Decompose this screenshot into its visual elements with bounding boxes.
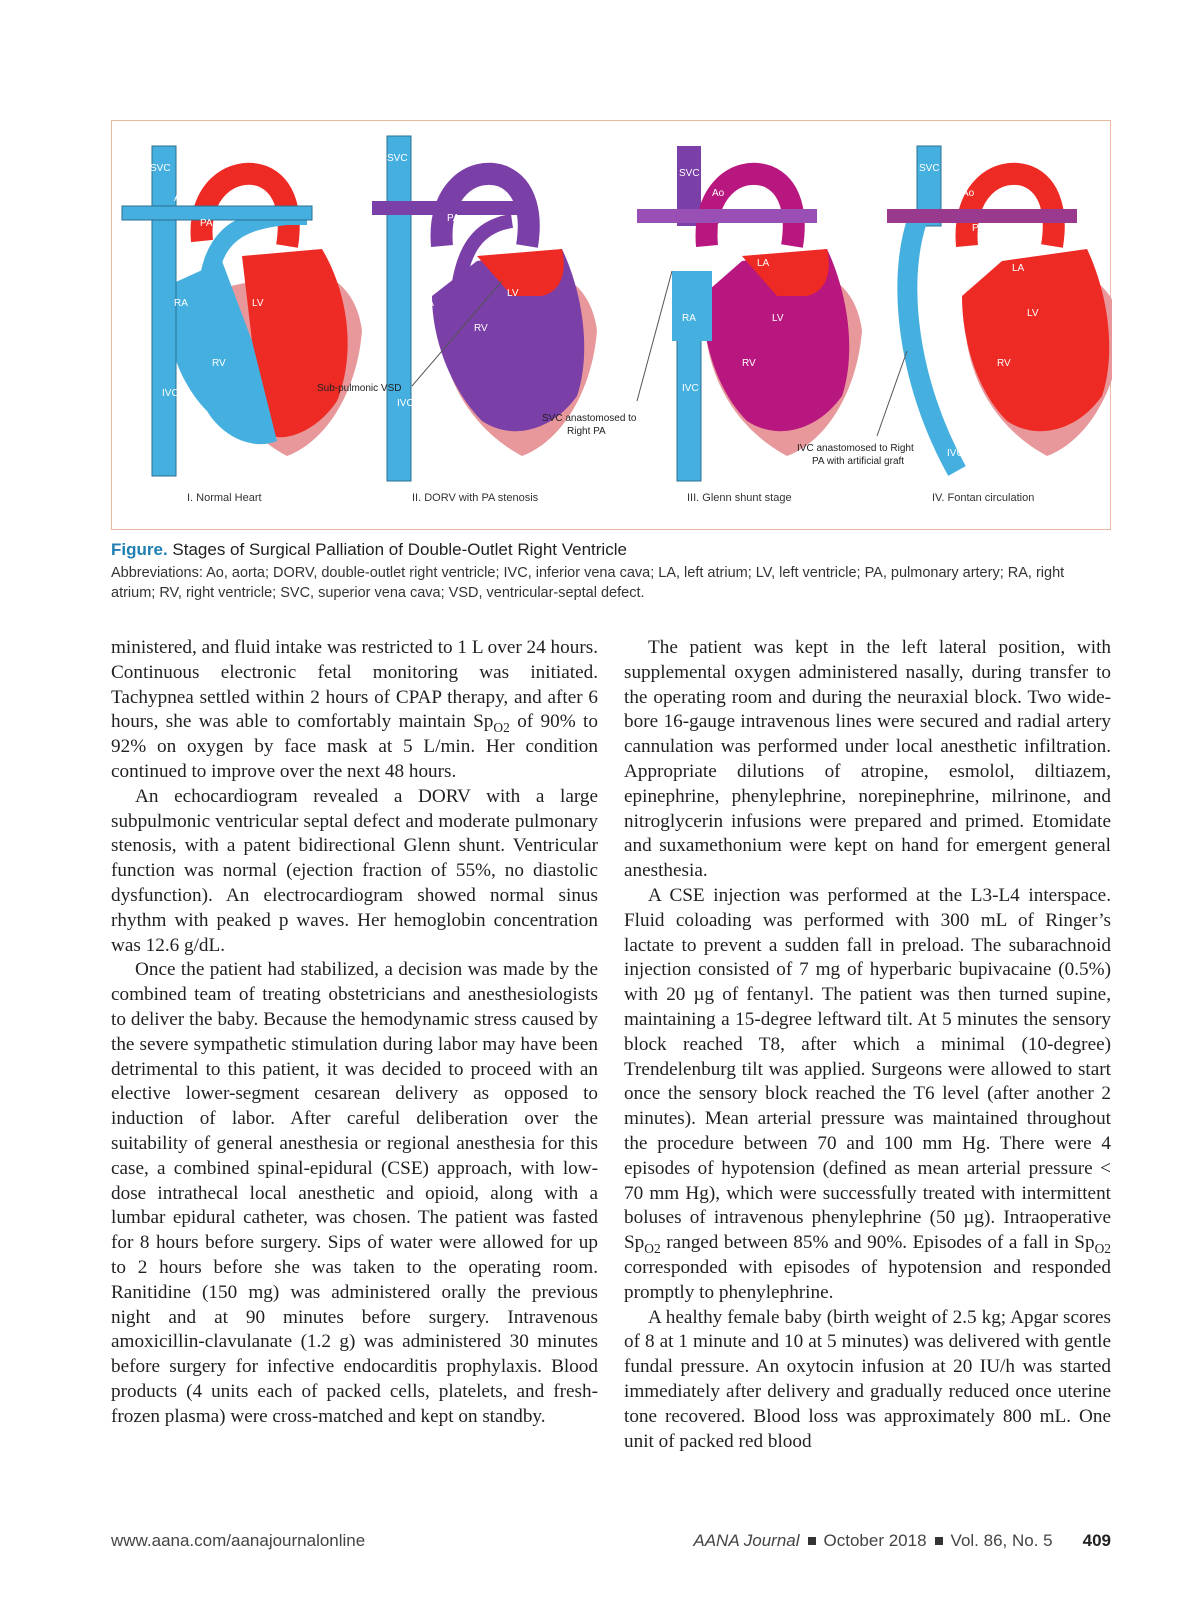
label-lv: LV [252,298,264,309]
label-pa: PA [972,223,985,234]
heart-diagrams [112,121,1112,531]
body-column-left [111,636,598,1430]
journal-name: AANA Journal [693,1531,800,1550]
label-pa: PA [447,213,460,224]
label-ivc: IVC [947,448,964,459]
label-ao: Ao [712,188,725,199]
glenn-pointer [637,271,672,401]
body-column-right [624,636,1111,1454]
paragraph: Once the patient had stabilized, a decision was made by the combined team of treating obstetricians and anesthesiologists to deliver the baby. Because the hemodynamic stress caused by the severe sympathetic stimulation during labor may have been detrimental to this patient, it was decided to proceed with an elective lower-segment cesarean delivery as opposed to induction of labor. After careful deliberation over the suitability of general anesthesia or regional anesthesia for this case, a combined spinal-epidural (CSE) approach, with low-dose intrathecal local anesthetic and opioid, along with a lumbar epidural catheter, was chosen. The patient was fasted for 8 hours before surgery. Sips of water were allowed for up to 2 hours before she was taken to the operating room. Ranitidine (150 mg) was administered orally the previous night and at 90 minutes before surgery. Intravenous amoxicillin-clavulanate (1.2 g) was administered 30 minutes before surgery for infective endocarditis prophylaxis. Blood products (4 units each of packed cells, platelets, and fresh-frozen plasma) were cross-matched and kept on standby. [111,959,598,1427]
caption-abbreviations: Abbreviations: Ao, aorta; DORV, double-outlet right ventricle; IVC, inferior vena cava; LA, left atrium; LV, left ventricle; PA, pulmonary artery; RA, right atrium; RV, right ventricle; SVC, superior vena cava; VSD, ventricular-septal defect. [111,565,1065,601]
label-rv: RV [212,358,226,369]
text-run: corresponded with episodes of hypotension and responded promptly to phenylephrine. [624,1256,1111,1303]
page-number: 409 [1082,1531,1111,1550]
label-lv: LV [772,313,784,324]
annotation-fontan-1: IVC anastomosed to Right [797,443,914,454]
label-lv: LV [1027,308,1039,319]
panel-title: II. DORV with PA stenosis [412,492,539,504]
separator-square-icon [808,1537,816,1545]
label-svc: SVC [387,153,408,164]
label-ra: RA [174,298,188,309]
fontan-graft [907,221,957,471]
panel-title: I. Normal Heart [187,492,262,504]
subscript: O2 [644,1240,661,1256]
paragraph: The patient was kept in the left lateral position, with supplemental oxygen administered nasally, during transfer to the operating room and during the neuraxial block. Two wide-bore 16-gauge intravenous lines were secured and radial artery cannulation was performed under local anesthetic infiltration. Appropriate dilutions of atropine, esmolol, diltiazem, epinephrine, phenylephrine, norepinephrine, milrinone, and nitroglycerin infusions were prepared and primed. Etomidate and suxamethonium were kept on hand for emergent general anesthesia. [624,637,1111,882]
figure-panel [111,120,1111,530]
paragraph: An echocardiogram revealed a DORV with a large subpulmonic ventricular septal defect and moderate pulmonary stenosis, with a patent bidirectional Glenn shunt. Ventricular function was normal (ejection fraction of 55%, no diastolic dysfunction). An electrocardiogram showed normal sinus rhythm with peaked p waves. Her hemoglobin concentration was 12.6 g/dL. [111,785,598,956]
pa-branches [122,206,312,220]
journal-info [693,1531,1111,1551]
panel-normal-heart [122,146,362,504]
text-run: A CSE injection was performed at the L3-L4 interspace. Fluid coloading was performed with 300 mL of Ringer’s lactate to prevent a sudden fall in preload. The subarachnoid injection consisted of 7 mg of hyperbaric bupivacaine (0.5%) with 20 µg of fentanyl. The patient was then turned supine, maintaining a 15-degree leftward tilt. At 5 minutes the sensory block reached T8, after which a minimal (10-degree) Trendelenburg tilt was applied. Surgeons were allowed to start once the sensory block reached the T6 level (after another 2 minutes). Mean arterial pressure was maintained throughout the procedure between 70 and 100 mm Hg. There were 4 episodes of hypotension (defined as mean arterial pressure < 70 mm Hg), which were successfully treated with intermittent boluses of intravenous phenylephrine (50 µg). Intraoperative Sp [624,884,1111,1254]
label-la: LA [490,243,503,254]
journal-url-link[interactable]: www.aana.com/aanajournalonline [111,1531,366,1550]
text-run: of 90% to 92% on oxygen by face mask at 5 L/min. Her condition continued to improve over the next 48 hours. [111,711,598,782]
issue-date: October 2018 [823,1531,927,1550]
label-lv: LV [507,288,519,299]
annotation-glenn-2: Right PA [567,426,606,437]
paragraph [624,884,1111,1306]
paragraph: A healthy female baby (birth weight of 2.5 kg; Apgar scores of 8 at 1 minute and 10 at 5 minutes) was delivered with gentle fundal pressure. An oxytocin infusion at 20 IU/h was started immediately after delivery and gradually reduced once uterine tone recovered. Blood loss was approximately 800 mL. One unit of packed red blood [624,1306,1111,1452]
pa-branches [887,209,1077,223]
label-la: LA [1012,263,1025,274]
label-pa: PA [717,223,730,234]
paragraph [111,636,598,785]
separator-square-icon [935,1537,943,1545]
label-rv: RV [742,358,756,369]
label-la: LA [232,248,245,259]
label-la: LA [757,258,770,269]
text-run: ranged between 85% and 90%. Episodes of a fall in Sp [660,1232,1095,1254]
label-svc: SVC [679,168,700,179]
panel-title: IV. Fontan circulation [932,492,1035,504]
mixed-ventricle-shape [962,249,1109,431]
label-ao: Ao [962,188,975,199]
fontan-pointer [877,351,907,436]
label-ra: RA [932,313,946,324]
caption-label: Figure. [111,540,168,559]
label-ra: RA [682,313,696,324]
pa-branches [637,209,817,223]
label-ao: Ao [174,193,187,204]
text-run: ministered, and fluid intake was restricted to 1 L over 24 hours. Continuous electronic fetal monitoring was initiated. Tachypnea settled within 2 hours of CPAP therapy, and after 6 hours, she was able to comfortably maintain Sp [111,637,598,733]
subscript: O2 [1094,1240,1111,1256]
annotation-glenn-1: SVC anastomosed to [542,413,637,424]
vena-cava [387,136,411,481]
panel-title: III. Glenn shunt stage [687,492,792,504]
annotation-fontan-2: PA with artificial graft [812,456,905,467]
vena-cava-ivc [677,321,701,481]
label-ra: RA [420,298,434,309]
caption-title-line [111,539,1111,561]
right-atrium [672,271,712,341]
label-ivc: IVC [397,398,414,409]
label-ivc: IVC [162,388,179,399]
page-footer [111,1531,1111,1555]
caption-title: Stages of Surgical Palliation of Double-Outlet Right Ventricle [172,540,627,559]
label-ao: Ao [424,193,437,204]
label-pa: PA [200,218,213,229]
vena-cava [152,146,176,476]
subscript: O2 [493,720,510,736]
label-svc: SVC [150,163,171,174]
label-ivc: IVC [682,383,699,394]
label-svc: SVC [919,163,940,174]
label-rv: RV [997,358,1011,369]
annotation-vsd: Sub-pulmonic VSD [317,383,402,394]
volume-issue: Vol. 86, No. 5 [950,1531,1053,1550]
figure-caption [111,539,1111,603]
label-rv: RV [474,323,488,334]
